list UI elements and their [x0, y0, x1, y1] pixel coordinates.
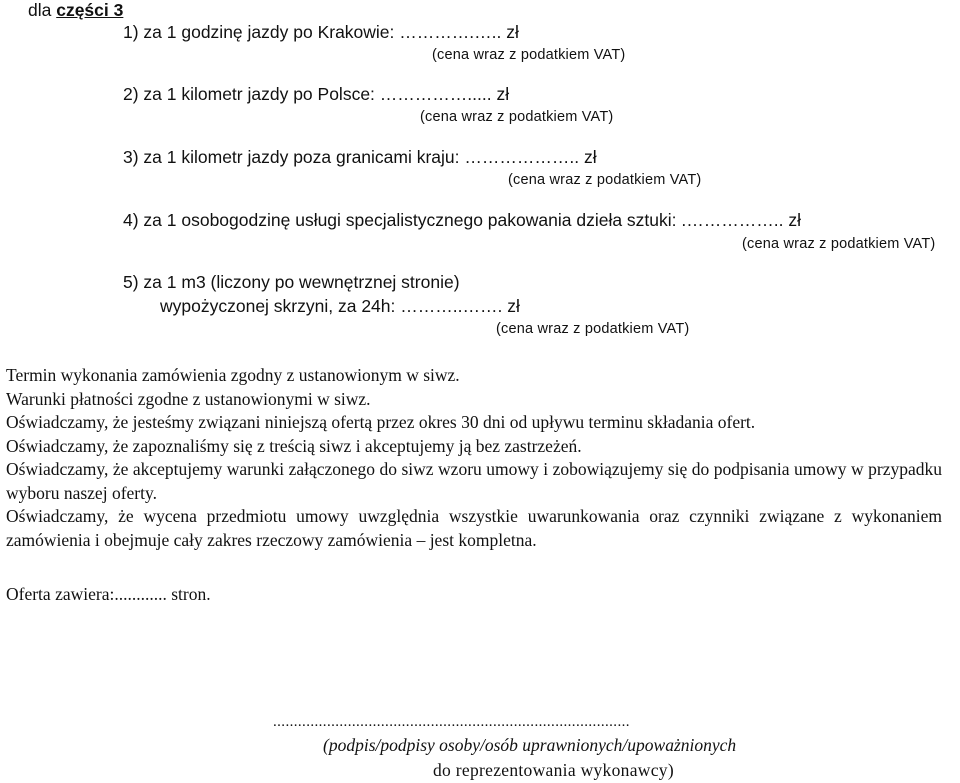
price-item-5: 5) za 1 m3 (liczony po wewnętrznej stronie): [123, 272, 460, 292]
price-item-5-note: (cena wraz z podatkiem VAT): [496, 321, 690, 337]
price-item-4-note: (cena wraz z podatkiem VAT): [742, 236, 936, 252]
price-item-4: 4) za 1 osobogodzinę usługi specjalistycznego pakowania dzieła sztuki: .…………….. zł: [123, 210, 801, 230]
statement-payment: Warunki płatności zgodne z ustanowionymi w siwz.: [6, 388, 371, 409]
statement-pricing-complete: Oświadczamy, że wycena przedmiotu umowy uwzględnia wszystkie uwarunkowania oraz czynniki związane z wykonaniem zamówienia i obejmuje cały zakres rzeczowy zamówienia – jest kompletna.: [6, 506, 942, 550]
signature-caption-line1: (podpis/podpisy osoby/osób uprawnionych/upoważnionych: [323, 735, 737, 755]
price-item-2: 2) za 1 kilometr jazdy po Polsce: ……………..... zł: [123, 84, 510, 104]
statements-block: [6, 364, 942, 552]
pages-count-line: Oferta zawiera:............ stron.: [6, 584, 211, 604]
price-item-2-note: (cena wraz z podatkiem VAT): [420, 109, 614, 125]
signature-caption-line2: do reprezentowania wykonawcy): [433, 760, 674, 780]
price-item-5-cont: wypożyczonej skrzyni, za 24h: ………..……. zł: [160, 296, 520, 316]
price-item-3-note: (cena wraz z podatkiem VAT): [508, 172, 702, 188]
signature-dotted-line: ......................................................................................: [273, 714, 630, 730]
price-item-3: 3) za 1 kilometr jazdy poza granicami kraju: ……………….. zł: [123, 147, 597, 167]
heading-emphasis: części 3: [56, 0, 124, 20]
price-item-1: 1) za 1 godzinę jazdy po Krakowie: ………….….. zł: [123, 22, 519, 42]
price-item-1-note: (cena wraz z podatkiem VAT): [432, 47, 626, 63]
statement-siwz-accepted: Oświadczamy, że zapoznaliśmy się z treścią siwz i akceptujemy ją bez zastrzeżeń.: [6, 435, 582, 456]
heading-prefix: dla: [28, 0, 57, 20]
section-heading: [28, 2, 123, 20]
statement-deadline: Termin wykonania zamówienia zgodny z ustanowionym w siwz.: [6, 365, 460, 385]
statement-contract-terms: Oświadczamy, że akceptujemy warunki załączonego do siwz wzoru umowy i zobowiązujemy się do podpisania umowy w przypadku wyboru naszej oferty.: [6, 459, 942, 503]
statement-binding-period: Oświadczamy, że jesteśmy związani niniejszą ofertą przez okres 30 dni od upływu terminu składania ofert.: [6, 412, 756, 432]
